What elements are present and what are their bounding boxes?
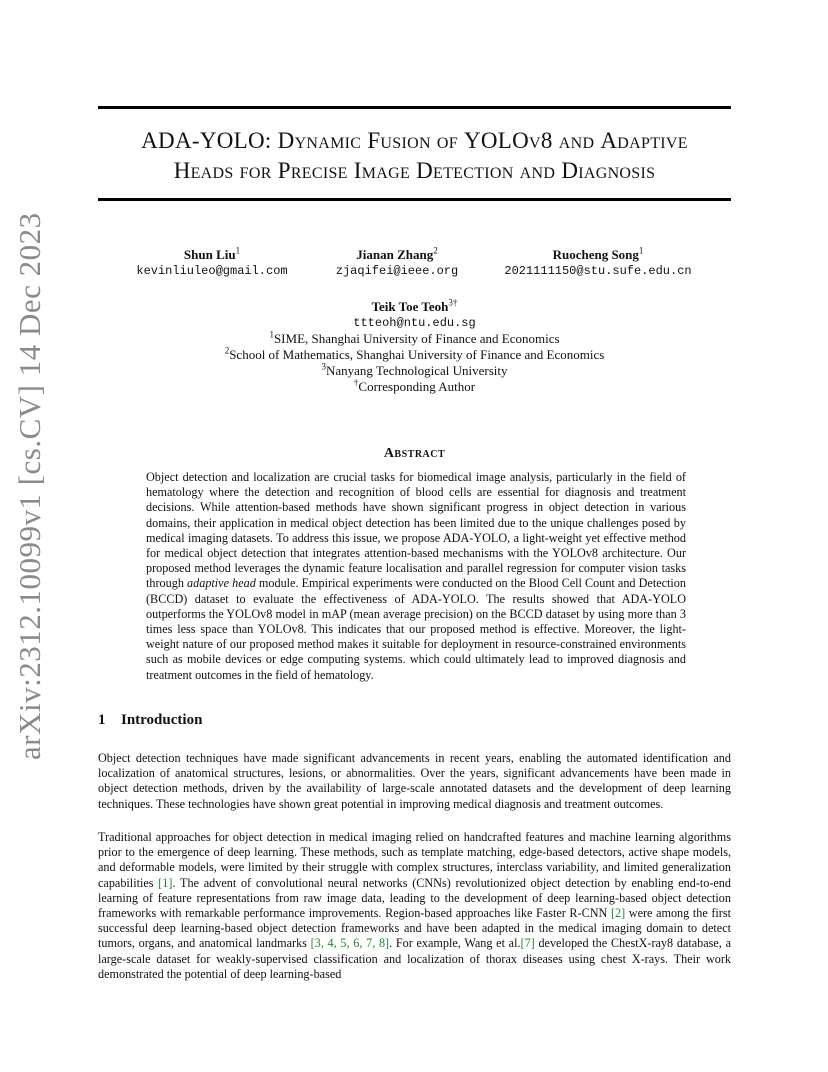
citation-link[interactable]: [1] [158, 875, 173, 890]
author-name: Jianan Zhang [356, 247, 434, 262]
section-heading-introduction [98, 712, 202, 729]
author-name: Ruocheng Song [552, 247, 639, 262]
intro-paragraph-2: Traditional approaches for object detection in medical imaging relied on handcrafted features and machine learning algorithms prior to the emergence of deep learning. These methods, such as template matching, edge-based detectors, active shape models, and deformable models, were limited by their struggle with complex structures, interclass variability, and limited generalization capabilities [1]. The advent of convolutional neural networks (CNNs) revolutionized object detection by enabling end-to-end learning of feature representations from raw image data, leading to the development of deep learning-based object detection frameworks with remarkable performance improvements. Region-based approaches like Faster R-CNN [2] were among the first successful deep learning-based object detection frameworks and have been adapted in the medical imaging domain to detect tumors, organs, and anatomical landmarks [3, 4, 5, 6, 7, 8]. For example, Wang et al.[7] developed the ChestX-ray8 database, a large-scale dataset for weakly-supervised classification and localization of thorax diseases using chest X-rays. Their work demonstrated the potential of deep learning-based [98, 830, 731, 981]
author-email[interactable]: kevinliuleo@gmail.com [136, 264, 288, 278]
citation-link[interactable]: [3, 4, 5, 6, 7, 8] [310, 936, 390, 951]
title-top-rule [98, 106, 731, 109]
affiliation-2: $^2$School of Mathematics, Shanghai University of Finance and Economics [224, 345, 605, 362]
affiliations-block: Teik Toe Teoh$^{3\dagger}$ ttteoh@ntu.edu.sg $^1$SIME, Shanghai University of Finance and Economics $^2$School of Mathematics, Shanghai University of Finance and Economics $^3$Nanyang Technological University †Corresponding Author [98, 299, 731, 395]
section-title: Introduction [121, 712, 203, 728]
citation-link[interactable]: [2] [610, 906, 626, 921]
author-ruocheng-song: Ruocheng Song$^1$ 2021111150@stu.sufe.edu.cn [492, 247, 704, 279]
title-bottom-rule [98, 198, 731, 201]
author-shun-liu: Shun Liu$^1$ kevinliuleo@gmail.com [112, 247, 312, 279]
affiliation-1: $^1$SIME, Shanghai University of Finance and Economics [269, 329, 560, 346]
affiliation-3: $^3$Nanyang Technological University [321, 361, 508, 378]
intro-paragraph-1: Object detection techniques have made significant advancements in recent years, enabling the automated identification and localization of anatomical structures, lesions, or abnormalities. Over the years, significant advancements have been made in object detection methods, driven by the availability of large-scale annotated datasets and the development of deep learning techniques. These technologies have shown great potential in improving medical diagnosis and treatment outcomes. [98, 751, 731, 811]
section-number: 1 [98, 712, 106, 728]
affiliation-4: †Corresponding Author [353, 377, 476, 394]
author-email[interactable]: 2021111150@stu.sufe.edu.cn [504, 264, 692, 278]
abstract-heading: Abstract [383, 446, 446, 461]
citation-link[interactable]: [7] [520, 936, 535, 951]
title-line-1: ADA-YOLO: Dynamic Fusion of YOLOv8 and Adaptive [141, 128, 688, 153]
paper-title [98, 126, 731, 186]
title-line-2: Heads for Precise Image Detection and Diagnosis [173, 158, 656, 183]
author-name: Teik Toe Teoh [371, 299, 449, 314]
abstract-text: Object detection and localization are crucial tasks for biomedical image analysis, particularly in the field of hematology where the detection and recognition of blood cells are essential for diagnosis and treatment decisions. While attention-based methods have shown significant progress in object detection in various domains, their application in medical object detection has been limited due to the unique challenges posed by medical imaging datasets. To address this issue, we propose ADA-YOLO, a light-weight yet effective method for medical object detection that integrates attention-based mechanisms with the YOLOv8 architecture. Our proposed method leverages the dynamic feature localisation and parallel regression for computer vision tasks through adaptive head module. Empirical experiments were conducted on the Blood Cell Count and Detection (BCCD) dataset to evaluate the effectiveness of ADA-YOLO. The results showed that ADA-YOLO outperforms the YOLOv8 model in mAP (mean average precision) on the BCCD dataset by using more than 3 times less space than YOLOv8. This indicates that our proposed method is effective. Moreover, the light-weight nature of our proposed method makes it suitable for deployment in resource-constrained environments such as mobile devices or edge computing systems. which could ultimately lead to improved diagnosis and treatment outcomes in the field of hematology. [146, 470, 686, 682]
author-email[interactable]: ttteoh@ntu.edu.sg [353, 316, 476, 330]
author-email[interactable]: zjaqifei@ieee.org [335, 264, 459, 278]
author-name: Shun Liu [183, 247, 236, 262]
author-jianan-zhang: Jianan Zhang$^2$ zjaqifei@ieee.org [312, 247, 482, 279]
arxiv-identifier-text: arXiv:2312.10099v1 [cs.CV] 14 Dec 2023 [12, 212, 47, 760]
